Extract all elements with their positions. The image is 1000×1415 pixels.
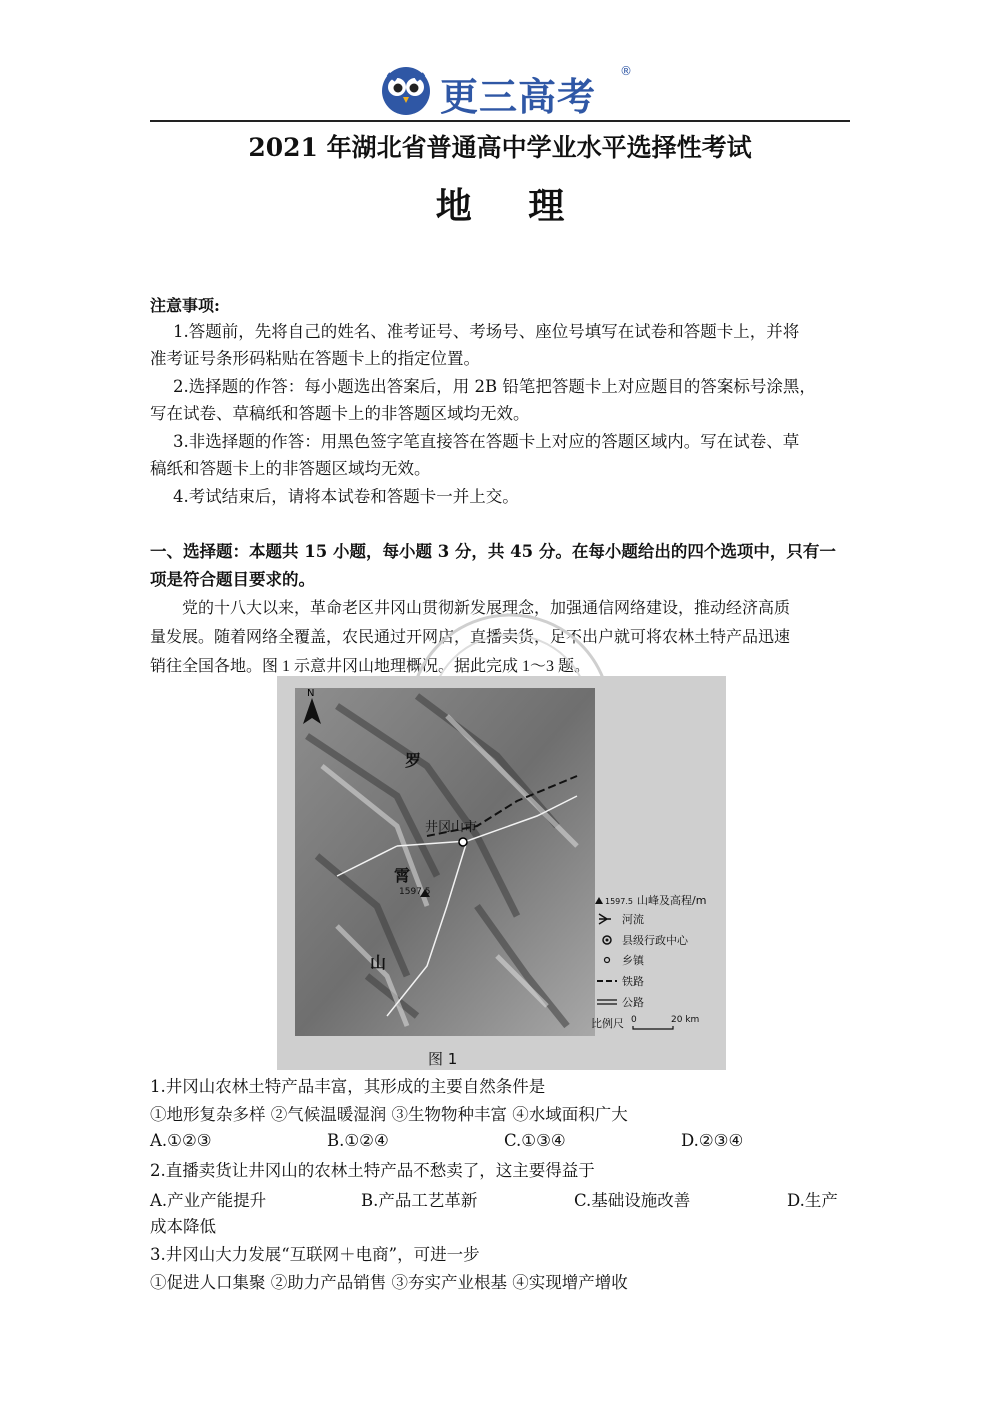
question-2-options bbox=[150, 1185, 850, 1213]
legend-town: 乡镇 bbox=[622, 954, 644, 967]
registered-mark: ® bbox=[620, 64, 632, 78]
county-seat-marker bbox=[459, 838, 467, 846]
question-1-option-c[interactable]: C.①③④ bbox=[504, 1131, 566, 1150]
section-heading-line1: 一、选择题：本题共 15 小题，每小题 3 分，共 45 分。在每小题给出的四个选项中，只有一 bbox=[150, 542, 836, 561]
header-divider bbox=[150, 120, 850, 122]
section-heading bbox=[150, 538, 850, 594]
question-2-option-a[interactable]: A.产业产能提升 bbox=[150, 1191, 267, 1210]
map-label-xiao: 霄 bbox=[394, 866, 411, 885]
question-1-option-d[interactable]: D.②③④ bbox=[681, 1131, 744, 1150]
owl-logo-icon bbox=[380, 64, 432, 116]
exam-title: 2021 年湖北省普通高中学业水平选择性考试 bbox=[248, 133, 752, 162]
legend-county: 县级行政中心 bbox=[622, 934, 688, 947]
subject-title: 地 理 bbox=[435, 186, 587, 227]
legend-peak-value: 1597.5 bbox=[605, 897, 633, 906]
notice-item-4-line1: 4.考试结束后，请将本试卷和答题卡一并上交。 bbox=[173, 487, 519, 506]
notice-item-1-line2: 准考证号条形码粘贴在答题卡上的指定位置。 bbox=[150, 349, 480, 368]
question-2-stem: 2.直播卖货让井冈山的农林土特产品不愁卖了，这主要得益于 bbox=[150, 1161, 595, 1180]
legend-scale-zero: 0 bbox=[631, 1015, 637, 1025]
legend-scale-label: 比例尺 bbox=[591, 1017, 624, 1030]
question-2-option-b[interactable]: B.产品工艺革新 bbox=[361, 1191, 478, 1210]
question-3-statements: ①促进人口集聚 ②助力产品销售 ③夯实产业根基 ④实现增产增收 bbox=[150, 1273, 628, 1292]
question-2-option-c[interactable]: C.基础设施改善 bbox=[574, 1191, 691, 1210]
intro-line1: 党的十八大以来，革命老区井冈山贯彻新发展理念，加强通信网络建设，推动经济高质 bbox=[182, 600, 791, 617]
intro-line3: 销往全国各地。图 1 示意井冈山地理概况。据此完成 1～3 题。 bbox=[150, 658, 591, 675]
question-1-option-b[interactable]: B.①②④ bbox=[327, 1131, 389, 1150]
logo bbox=[380, 64, 640, 119]
map-label-shan: 山 bbox=[370, 953, 387, 972]
city-label: 井冈山市 bbox=[425, 820, 478, 835]
map-image bbox=[277, 676, 726, 1070]
legend-river: 河流 bbox=[622, 913, 644, 926]
legend-peak: 山峰及高程/m bbox=[637, 894, 707, 907]
notice-item-3-line2: 稿纸和答题卡上的非答题区域均无效。 bbox=[150, 459, 431, 478]
notice-item bbox=[150, 373, 850, 427]
notice-heading: 注意事项: bbox=[150, 296, 220, 315]
intro-line2: 量发展。随着网络全覆盖，农民通过开网店，直播卖货，足不出户就可将农林土特产品迅速 bbox=[150, 629, 791, 646]
question-1-stem: 1.井冈山农林土特产品丰富，其形成的主要自然条件是 bbox=[150, 1077, 546, 1096]
question-1-options bbox=[150, 1129, 850, 1157]
question-3-stem: 3.井冈山大力发展“互联网＋电商”，可进一步 bbox=[150, 1245, 480, 1264]
question-1-statements: ①地形复杂多样 ②气候温暖湿润 ③生物物种丰富 ④水域面积广大 bbox=[150, 1105, 628, 1124]
notice-item-2-line2: 写在试卷、草稿纸和答题卡上的非答题区域均无效。 bbox=[150, 404, 530, 423]
notice-item bbox=[150, 428, 850, 482]
notice-item-1-line1: 1.答题前，先将自己的姓名、准考证号、考场号、座位号填写在试卷和答题卡上，并将 bbox=[173, 322, 800, 341]
notice-item bbox=[150, 318, 850, 372]
legend-road: 公路 bbox=[622, 996, 644, 1009]
map-label-luo: 罗 bbox=[405, 751, 422, 770]
peak-elevation: 1597.5 bbox=[399, 887, 431, 897]
figure-caption: 图 1 bbox=[428, 1050, 458, 1068]
legend-railway: 铁路 bbox=[622, 975, 644, 988]
question-1-option-a[interactable]: A.①②③ bbox=[150, 1131, 212, 1150]
logo-text: 更三高考 bbox=[440, 75, 597, 119]
jinggangshan-map bbox=[277, 676, 726, 1070]
notice-item-3-line1: 3.非选择题的作答：用黑色签字笔直接答在答题卡上对应的答题区域内。写在试卷、草 bbox=[173, 432, 800, 451]
question-2-option-d[interactable]: D.生产 bbox=[787, 1191, 838, 1210]
notice-item bbox=[150, 483, 850, 510]
notice-item-2-line1: 2.选择题的作答：每小题选出答案后，用 2B 铅笔把答题卡上对应题目的答案标号涂黑， bbox=[173, 377, 816, 396]
legend-scale-value: 20 km bbox=[671, 1015, 700, 1025]
section-heading-line2: 项是符合题目要求的。 bbox=[150, 570, 315, 589]
question-2-option-d-continued: 成本降低 bbox=[150, 1217, 216, 1236]
north-label: N bbox=[307, 688, 315, 699]
